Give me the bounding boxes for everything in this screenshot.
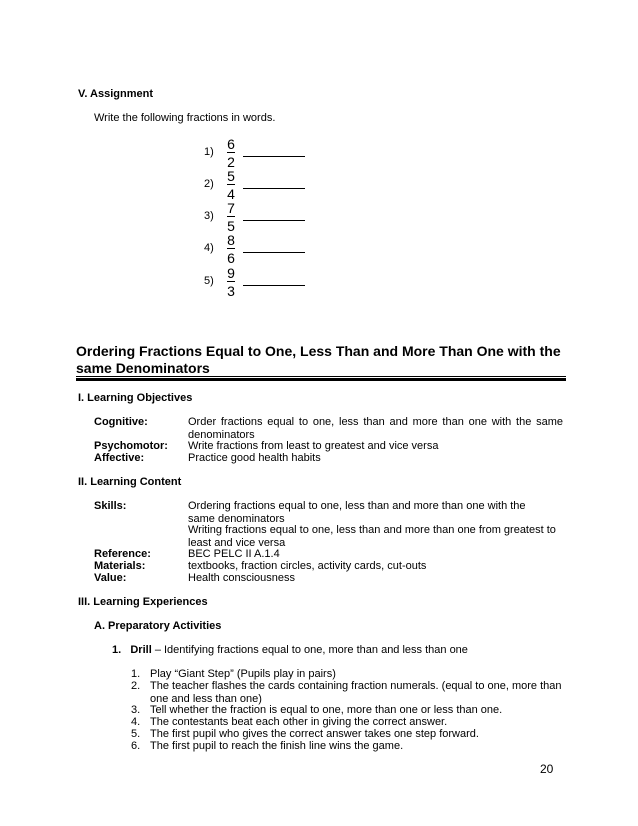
step-text: Tell whether the fraction is equal to one, more than one or less than one.	[150, 704, 503, 716]
denominator: 3	[227, 283, 235, 299]
assignment-heading: V. Assignment	[78, 88, 153, 100]
step-text: The contestants beat each other in giving the correct answer.	[150, 716, 448, 728]
step-number: 1.	[131, 668, 141, 680]
numerator: 9	[227, 265, 235, 281]
numerator: 7	[227, 200, 235, 216]
step-text: The first pupil to reach the finish line wins the game.	[150, 740, 404, 752]
step-number: 5.	[131, 728, 141, 740]
fraction-bar	[227, 248, 235, 249]
item-label: 2)	[204, 178, 214, 190]
psychomotor-label: Psychomotor:	[94, 440, 168, 452]
answer-blank	[243, 252, 305, 253]
step-text: Play “Giant Step” (Pupils play in pairs)	[150, 668, 336, 680]
denominator: 2	[227, 154, 235, 170]
step-number: 6.	[131, 740, 141, 752]
fraction-bar	[227, 281, 235, 282]
lesson-title: Ordering Fractions Equal to One, Less Than and More Than One with the same Denominators	[76, 343, 561, 376]
materials-label: Materials:	[94, 560, 146, 572]
affective-label: Affective:	[94, 452, 145, 464]
denominator: 5	[227, 218, 235, 234]
step-text: The first pupil who gives the correct answer takes one step forward.	[150, 728, 479, 740]
step-text: The teacher flashes the cards containing fraction numerals. (equal to one, more than one and less than one)	[150, 680, 562, 705]
fraction-bar	[227, 184, 235, 185]
reference-label: Reference:	[94, 548, 151, 560]
drill-line	[112, 644, 468, 657]
materials-text: textbooks, fraction circles, activity cards, cut-outs	[188, 560, 427, 572]
cognitive-label: Cognitive:	[94, 416, 148, 428]
title-rule-thin	[76, 376, 566, 377]
value-text: Health consciousness	[188, 572, 296, 584]
psychomotor-text: Write fractions from least to greatest and vice versa	[188, 440, 439, 452]
numerator: 6	[227, 136, 235, 152]
skills-text-1: Ordering fractions equal to one, less than and more than one with the same denominators	[188, 500, 526, 525]
fraction-bar	[227, 216, 235, 217]
answer-blank	[243, 156, 305, 157]
skills-text-2: Writing fractions equal to one, less than and more than one from greatest to least and vice versa	[188, 524, 556, 549]
denominator: 4	[227, 186, 235, 202]
page-number: 20	[540, 762, 554, 776]
objectives-heading: I. Learning Objectives	[78, 392, 193, 404]
answer-blank	[243, 285, 305, 286]
item-label: 1)	[204, 146, 214, 158]
experiences-heading: III. Learning Experiences	[78, 596, 208, 608]
numerator: 5	[227, 168, 235, 184]
cognitive-text: Order fractions equal to one, less than and more than one with the same denominators	[188, 416, 563, 441]
affective-text: Practice good health habits	[188, 452, 321, 464]
drill-number: 1.	[112, 644, 122, 656]
title-rule-thick	[76, 378, 566, 381]
drill-label: Drill	[130, 644, 152, 656]
assignment-instruction: Write the following fractions in words.	[94, 112, 276, 124]
step-number: 3.	[131, 704, 141, 716]
drill-text: – Identifying fractions equal to one, more than and less than one	[151, 644, 468, 656]
value-label: Value:	[94, 572, 127, 584]
answer-blank	[243, 188, 305, 189]
step-number: 2.	[131, 680, 141, 692]
item-label: 4)	[204, 242, 214, 254]
fraction-bar	[227, 152, 235, 153]
step-number: 4.	[131, 716, 141, 728]
numerator: 8	[227, 232, 235, 248]
content-heading: II. Learning Content	[78, 476, 182, 488]
answer-blank	[243, 220, 305, 221]
item-label: 5)	[204, 275, 214, 287]
reference-text: BEC PELC II A.1.4	[188, 548, 280, 560]
denominator: 6	[227, 250, 235, 266]
item-label: 3)	[204, 210, 214, 222]
preparatory-heading: A. Preparatory Activities	[94, 620, 222, 632]
skills-label: Skills:	[94, 500, 127, 512]
